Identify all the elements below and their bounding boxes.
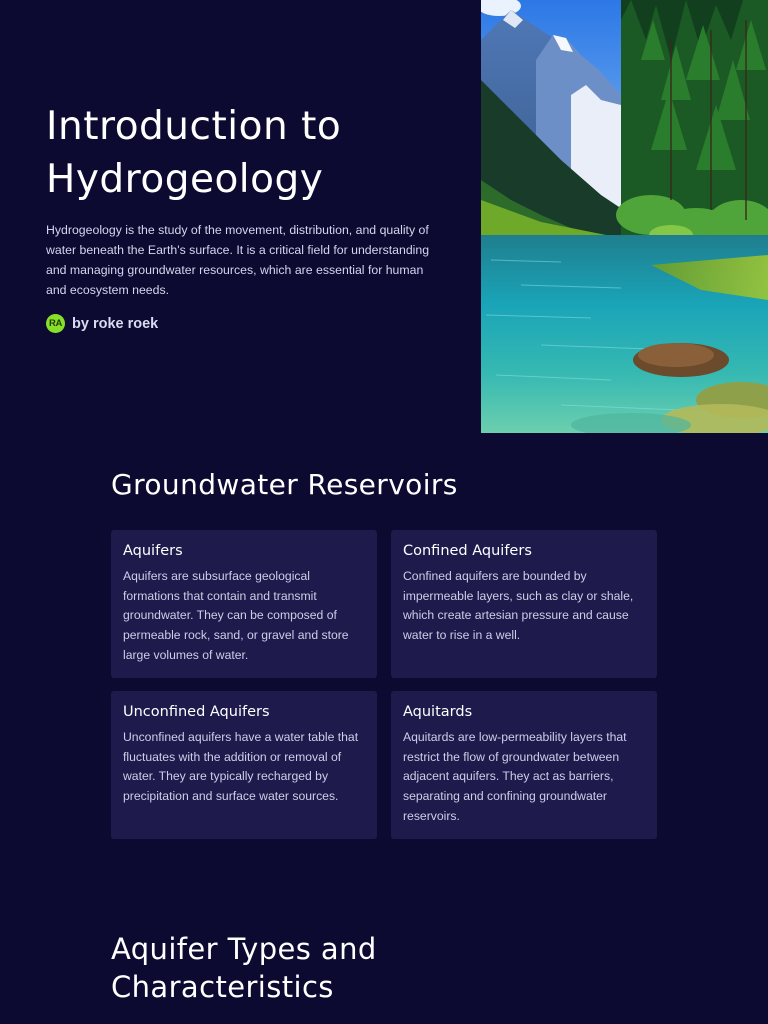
- avatar: RA: [46, 314, 65, 333]
- card-text: Unconfined aquifers have a water table that fluctuates with the addition or removal of water. They are typically recharged by precipitation and surface water sources.: [123, 730, 359, 804]
- card-title: Unconfined Aquifers: [123, 704, 270, 720]
- section-title-reservoirs: Groundwater Reservoirs: [111, 468, 458, 501]
- card-text: Aquitards are low-permeability layers that restrict the flow of groundwater between adjacent aquifers. They act as barriers, separating and confining groundwater reservoirs.: [403, 730, 627, 823]
- page-title: Introduction to Hydrogeology: [46, 104, 342, 202]
- author-byline[interactable]: [46, 314, 158, 333]
- card-title: Aquitards: [403, 704, 473, 720]
- card-title: Aquifers: [123, 543, 183, 559]
- intro-description: Hydrogeology is the study of the movement, distribution, and quality of water beneath the Earth's surface. It is a critical field for understanding and managing groundwater resources, which are essential for human and ecosystem needs.: [46, 223, 430, 297]
- card-text: Aquifers are subsurface geological formations that contain and transmit groundwater. They can be composed of permeable rock, sand, or gravel and store large volumes of water.: [123, 569, 349, 662]
- card-aquitards: [391, 691, 657, 839]
- reservoir-cards: [111, 530, 657, 839]
- author-name: by roke roek: [72, 315, 159, 332]
- hero-landscape-image: [481, 0, 768, 433]
- card-confined-aquifers: [391, 530, 657, 678]
- card-text: Confined aquifers are bounded by impermeable layers, such as clay or shale, which create artesian pressure and cause water to rise in a well.: [403, 569, 634, 643]
- section-title-aquifer-types: Aquifer Types and Characteristics: [111, 932, 377, 1004]
- card-aquifers: [111, 530, 377, 678]
- card-title: Confined Aquifers: [403, 543, 532, 559]
- card-unconfined-aquifers: [111, 691, 377, 839]
